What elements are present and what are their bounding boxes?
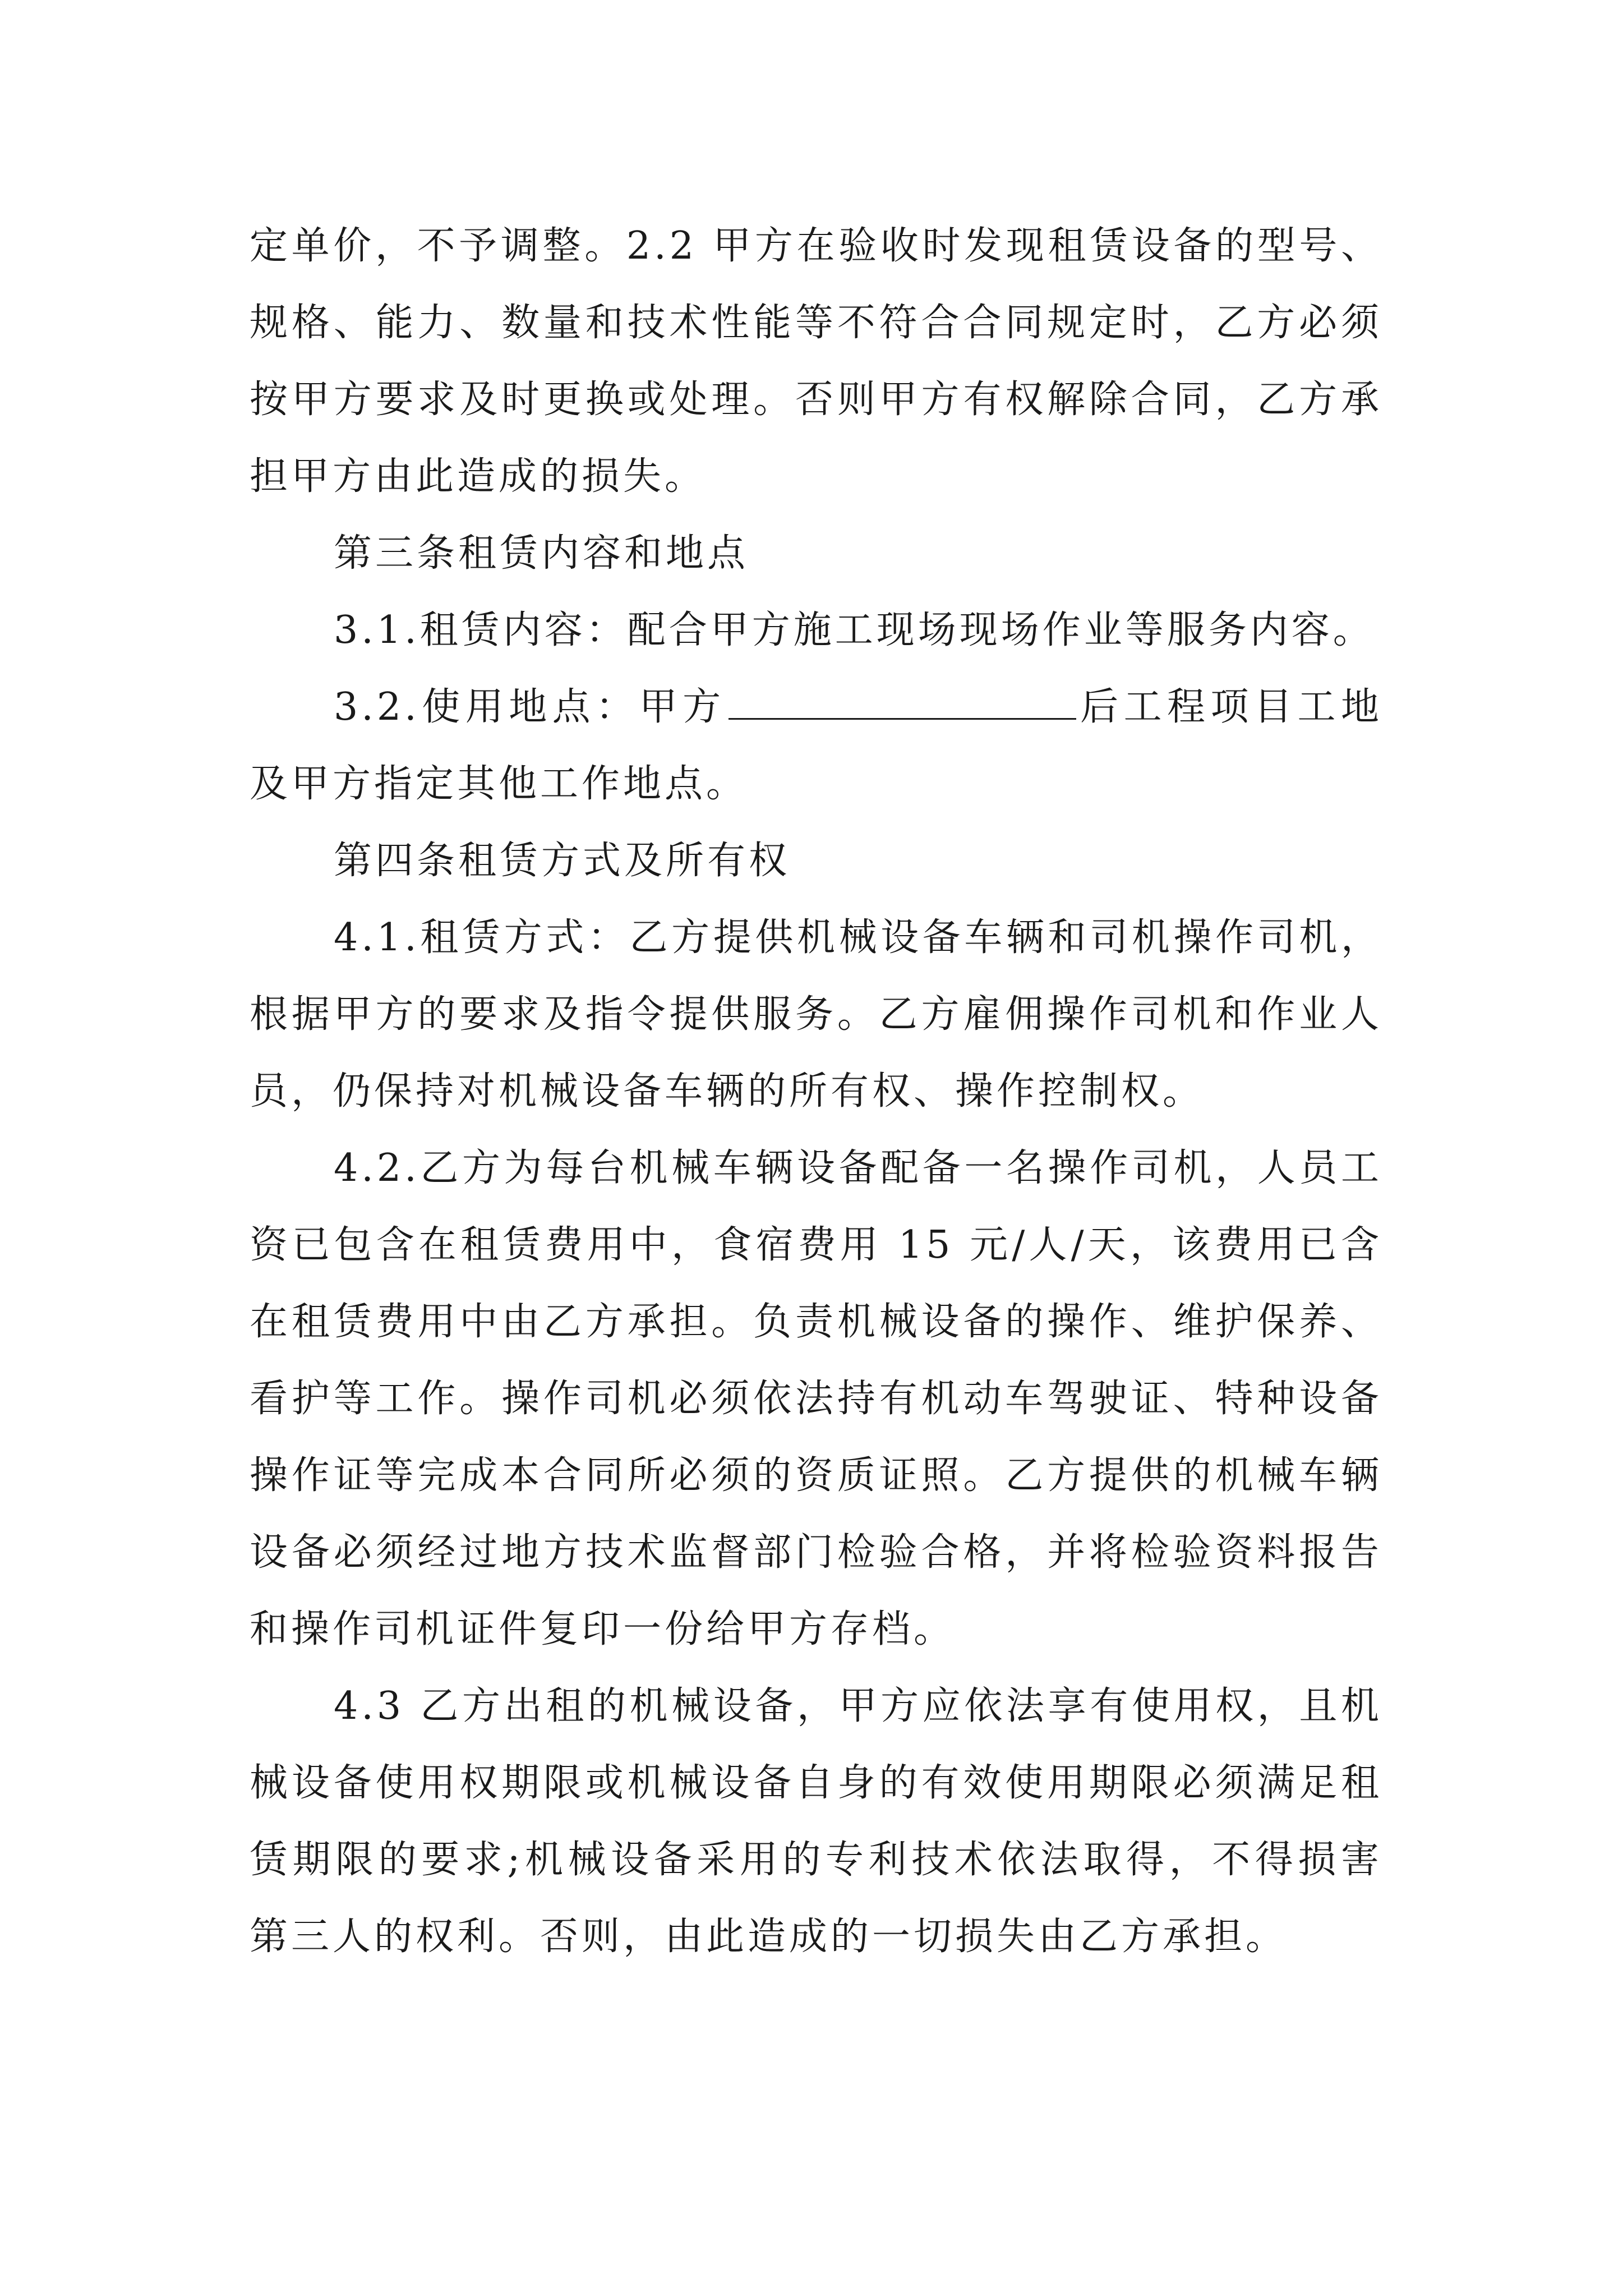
clause-3-2-label: 3.2.使用地点：甲方 [334,685,726,729]
paragraph-2-2-continuation: 定单价，不予调整。2.2 甲方在验收时发现租赁设备的型号、规格、能力、数量和技术性能等不符合合同规定时，乙方必须按甲方要求及时更换或处理。否则甲方有权解除合同，乙方承担甲方由此造成的损失。 [250,224,1382,499]
clause-3-2 [250,669,1382,822]
clause-4-1: 4.1.租赁方式：乙方提供机械设备车辆和司机操作司机，根据甲方的要求及指令提供服务。乙方雇佣操作司机和作业人员，仍保持对机械设备车辆的所有权、操作控制权。 [250,915,1382,1114]
article-4-heading: 第四条租赁方式及所有权 [334,839,791,883]
article-3-heading: 第三条租赁内容和地点 [334,531,749,576]
clause-3-1: 3.1.租赁内容：配合甲方施工现场现场作业等服务内容。 [334,608,1375,652]
clause-3-2-rest: 后工程项目工地及甲方指定其他工作地点。 [250,685,1382,806]
clause-4-3: 4.3 乙方出租的机械设备，甲方应依法享有使用权，且机械设备使用权期限或机械设备自身的有效使用期限必须满足租赁期限的要求;机械设备采用的专利技术依法取得，不得损害第三人的权利。否则，由此造成的一切损失由乙方承担。 [250,1684,1382,1959]
clause-4-2: 4.2.乙方为每台机械车辆设备配备一名操作司机，人员工资已包含在租赁费用中，食宿费用 15 元/人/天，该费用已含在租赁费用中由乙方承担。负责机械设备的操作、维护保养、看护等工作。操作司机必须依法持有机动车驾驶证、特种设备操作证等完成本合同所必须的资质证照。乙方提供的机械车辆设备必须经过地方技术监督部门检验合格，并将检验资料报告和操作司机证件复印一份给甲方存档。 [250,1146,1382,1651]
document-body [250,208,1382,1975]
fill-in-blank [728,684,1076,720]
